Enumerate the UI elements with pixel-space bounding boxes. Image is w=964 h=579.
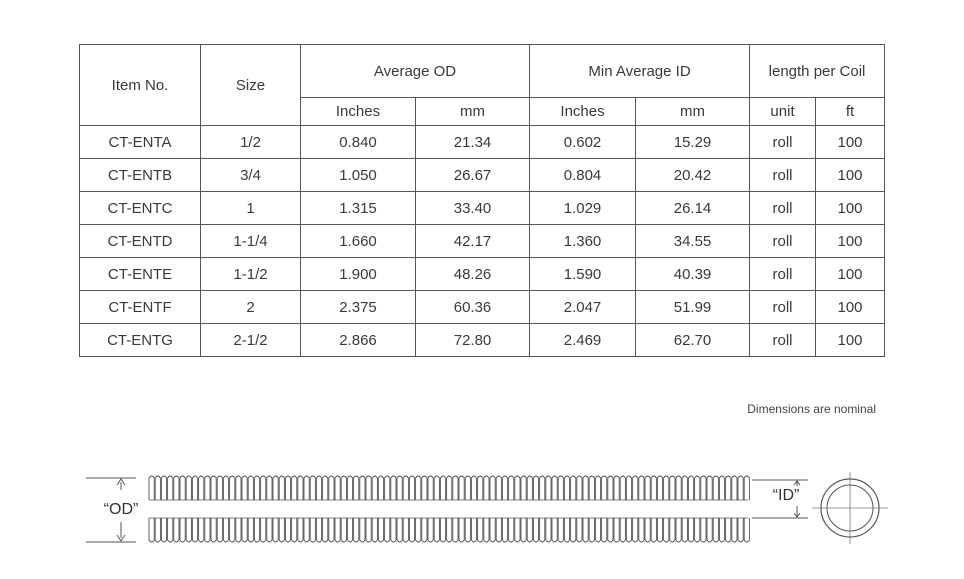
table-cell: 1.660 [301,225,416,258]
table-cell: roll [750,225,816,258]
table-row [80,258,885,291]
header-average-od: Average OD [301,45,530,98]
table-cell: roll [750,159,816,192]
table-cell: 1.050 [301,159,416,192]
table-cell: 1-1/4 [201,225,301,258]
table-body [80,126,885,357]
subheader-od-inches: Inches [301,98,416,126]
table-cell: roll [750,291,816,324]
subheader-id-mm: mm [636,98,750,126]
spec-table [79,44,885,357]
table-cell: 2.866 [301,324,416,357]
table-cell: 42.17 [416,225,530,258]
table-cell: 0.804 [530,159,636,192]
table-cell: 1.590 [530,258,636,291]
table-cell: 20.42 [636,159,750,192]
table-cell: 1.900 [301,258,416,291]
header-min-average-id: Min Average ID [530,45,750,98]
table-cell: 100 [816,192,885,225]
table-cell: CT-ENTA [80,126,201,159]
table-cell: 2-1/2 [201,324,301,357]
table-cell: 1-1/2 [201,258,301,291]
table-cell: 34.55 [636,225,750,258]
table-cell: roll [750,126,816,159]
table-row [80,225,885,258]
table-cell: 40.39 [636,258,750,291]
dimensions-note: Dimensions are nominal [747,402,876,416]
header-length-per-coil: length per Coil [750,45,885,98]
conduit-diagram [0,460,964,579]
table-cell: 100 [816,159,885,192]
conduit-cross-section [812,472,888,544]
id-dimension [752,480,808,518]
table-cell: 1.360 [530,225,636,258]
table-row [80,324,885,357]
table-cell: 15.29 [636,126,750,159]
table-cell: roll [750,258,816,291]
table-cell: 3/4 [201,159,301,192]
table-cell: 2.375 [301,291,416,324]
table-cell: 33.40 [416,192,530,225]
od-dimension [86,478,138,542]
table-cell: 100 [816,225,885,258]
header-size: Size [201,45,301,126]
table-cell: 51.99 [636,291,750,324]
table-cell: 0.602 [530,126,636,159]
id-label: “ID” [772,487,800,504]
table-cell: CT-ENTC [80,192,201,225]
table-cell: CT-ENTD [80,225,201,258]
table-cell: 2 [201,291,301,324]
table-cell: 26.67 [416,159,530,192]
table-cell: 100 [816,258,885,291]
table-row [80,192,885,225]
table-cell: 2.469 [530,324,636,357]
table-cell: CT-ENTG [80,324,201,357]
table-cell: 0.840 [301,126,416,159]
subheader-id-inches: Inches [530,98,636,126]
table-cell: 100 [816,126,885,159]
table-cell: CT-ENTB [80,159,201,192]
od-label: “OD” [103,501,139,518]
table-cell: CT-ENTE [80,258,201,291]
table-cell: 100 [816,324,885,357]
table-cell: roll [750,192,816,225]
table-cell: roll [750,324,816,357]
table-cell: 1.029 [530,192,636,225]
table-cell: 1/2 [201,126,301,159]
subheader-unit: unit [750,98,816,126]
tube-body [149,476,748,544]
table-cell: 1 [201,192,301,225]
table-cell: CT-ENTF [80,291,201,324]
table-cell: 62.70 [636,324,750,357]
table-cell: 1.315 [301,192,416,225]
table-cell: 48.26 [416,258,530,291]
table-row [80,126,885,159]
conduit-tube [149,476,749,544]
table-cell: 26.14 [636,192,750,225]
table-row [80,159,885,192]
subheader-ft: ft [816,98,885,126]
table-cell: 60.36 [416,291,530,324]
table-cell: 21.34 [416,126,530,159]
table-row [80,291,885,324]
header-item-no: Item No. [80,45,201,126]
table-cell: 2.047 [530,291,636,324]
subheader-od-mm: mm [416,98,530,126]
table-cell: 100 [816,291,885,324]
table-cell: 72.80 [416,324,530,357]
